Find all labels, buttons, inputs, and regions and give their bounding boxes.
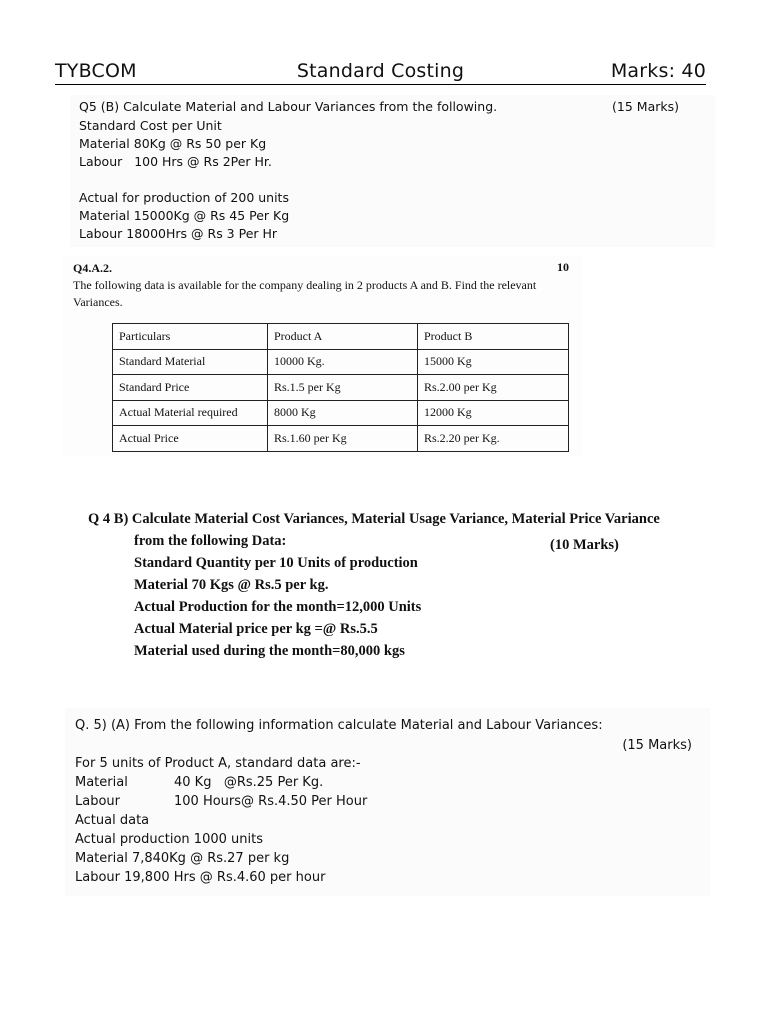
table-cell: 15000 Kg	[418, 349, 569, 375]
table-cell: 8000 Kg	[268, 400, 418, 426]
table-cell: Actual Price	[113, 426, 268, 452]
question-line: Labour 18000Hrs @ Rs 3 Per Hr	[79, 226, 278, 241]
question-line: Standard Quantity per 10 Units of production	[134, 555, 418, 571]
table-header-cell: Particulars	[113, 324, 268, 350]
question-line: Material 15000Kg @ Rs 45 Per Kg	[79, 208, 290, 223]
variance-data-table	[112, 323, 569, 452]
question-line: Material used during the month=80,000 kgs	[134, 643, 405, 659]
course-label: TYBCOM	[55, 60, 137, 82]
table-cell: Rs.1.5 per Kg	[268, 375, 418, 401]
question-title: Q 4 B) Calculate Material Cost Variances, Material Usage Variance, Material Price Variance	[88, 511, 660, 527]
question-line: Material 7,840Kg @ Rs.27 per kg	[75, 851, 290, 866]
table-cell: 12000 Kg	[418, 400, 569, 426]
table-cell: 10000 Kg.	[268, 349, 418, 375]
question-title: Q5 (B) Calculate Material and Labour Variances from the following.	[79, 99, 498, 114]
question-line: from the following Data:	[134, 533, 287, 549]
table-cell: Rs.2.20 per Kg.	[418, 426, 569, 452]
question-marks: 10	[557, 260, 569, 274]
table-row	[113, 324, 569, 350]
question-id: Q4.A.2.	[73, 261, 112, 275]
table-row	[113, 375, 569, 401]
material-value: 40 Kg @Rs.25 Per Kg.	[174, 775, 324, 790]
question-intro: The following data is available for the company dealing in 2 products A and B. Find the relevant Variances.	[73, 278, 537, 309]
question-line: Material 80Kg @ Rs 50 per Kg	[79, 136, 267, 151]
question-q5b	[70, 95, 715, 247]
question-marks: (10 Marks)	[550, 537, 619, 553]
table-cell: Rs.1.60 per Kg	[268, 426, 418, 452]
table-cell: Standard Price	[113, 375, 268, 401]
question-title: Q. 5) (A) From the following information calculate Material and Labour Variances:	[75, 718, 603, 733]
question-line: Actual for production of 200 units	[79, 190, 289, 205]
question-line: Actual data	[75, 813, 150, 828]
question-intro: For 5 units of Product A, standard data are:-	[75, 756, 361, 771]
question-q4a2	[62, 256, 582, 456]
question-line: Material 70 Kgs @ Rs.5 per kg.	[134, 577, 329, 593]
question-line	[75, 775, 323, 790]
question-line	[75, 794, 367, 809]
question-marks: (15 Marks)	[622, 738, 692, 753]
table-header-cell: Product B	[418, 324, 569, 350]
question-line: Actual Material price per kg =@ Rs.5.5	[134, 621, 378, 637]
material-label: Material	[75, 775, 128, 790]
question-marks: (15 Marks)	[612, 99, 679, 114]
question-line: Actual production 1000 units	[75, 832, 263, 847]
question-line: Standard Cost per Unit	[79, 118, 222, 133]
table-row	[113, 400, 569, 426]
question-line: Labour 100 Hrs @ Rs 2Per Hr.	[79, 154, 272, 169]
question-q5a	[65, 708, 710, 896]
question-line: Actual Production for the month=12,000 Units	[134, 599, 422, 615]
total-marks: Marks: 40	[610, 60, 706, 82]
labour-value: 100 Hours@ Rs.4.50 Per Hour	[174, 794, 368, 809]
table-row	[113, 349, 569, 375]
table-header-cell: Product A	[268, 324, 418, 350]
labour-label: Labour	[75, 794, 120, 809]
table-cell: Standard Material	[113, 349, 268, 375]
question-q4b	[80, 505, 670, 665]
table-cell: Actual Material required	[113, 400, 268, 426]
subject-title: Standard Costing	[296, 60, 465, 82]
question-line: Labour 19,800 Hrs @ Rs.4.60 per hour	[75, 870, 326, 885]
page-header	[55, 52, 706, 85]
table-cell: Rs.2.00 per Kg	[418, 375, 569, 401]
table-row	[113, 426, 569, 452]
